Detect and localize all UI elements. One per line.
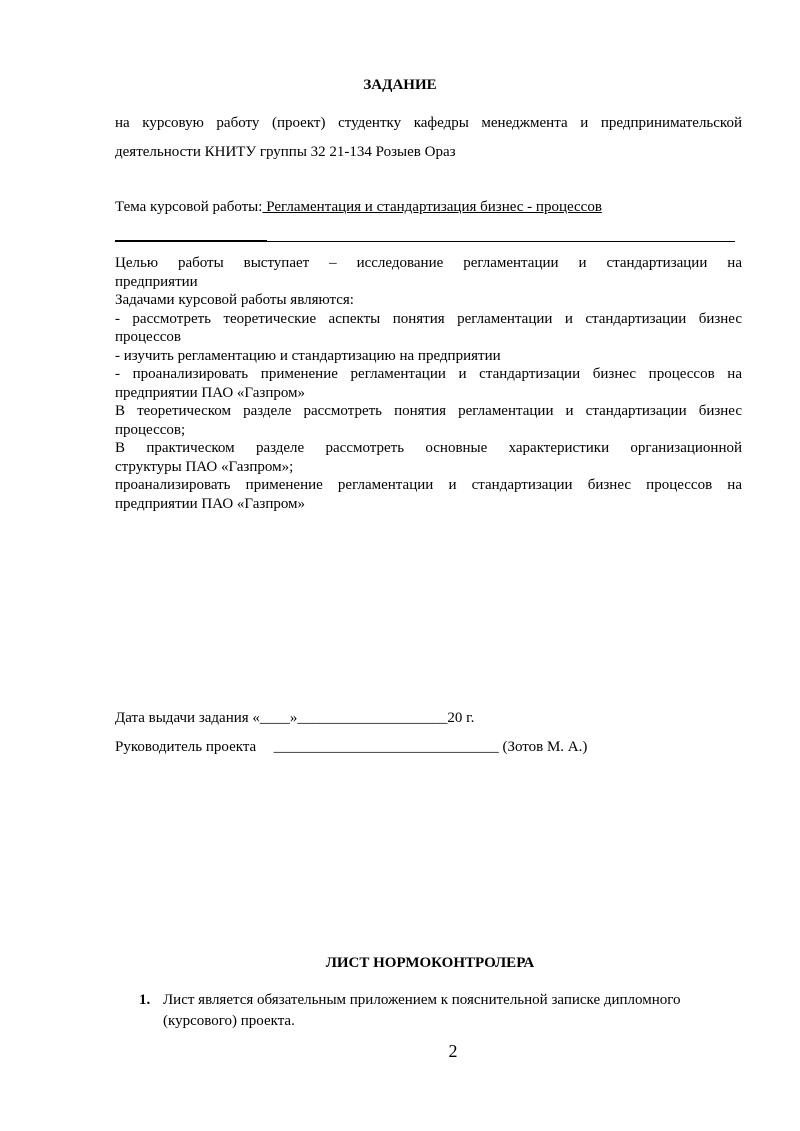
task-body-line: структуры ПАО «Газпром»; xyxy=(115,458,294,475)
intro-line-1: на курсовую работу (проект) студентку кафедры менеджмента и предпринимательской xyxy=(115,115,742,131)
task-body-line: В практическом разделе рассмотреть основные характеристики организационной xyxy=(115,440,742,456)
issue-date-line: Дата выдачи задания «____»____________________20 г. xyxy=(115,710,475,726)
topic-line xyxy=(115,199,602,216)
normocontrol-item-number: 1. xyxy=(139,992,151,1008)
task-body-line: процессов; xyxy=(115,421,186,438)
task-body-line: - проанализировать применение регламентации и стандартизации бизнес процессов на xyxy=(115,366,742,382)
task-body-line: В теоретическом разделе рассмотреть понятия регламентации и стандартизации бизнес xyxy=(115,403,742,419)
normocontrol-title: ЛИСТ НОРМОКОНТРОЛЕРА xyxy=(325,955,535,971)
task-body-line: Целью работы выступает – исследование регламентации и стандартизации на xyxy=(115,255,742,271)
task-body-line: процессов xyxy=(115,329,181,345)
task-body-line: предприятии ПАО «Газпром» xyxy=(115,495,306,512)
topic-underline xyxy=(267,241,735,242)
task-body-line: предприятии ПАО «Газпром» xyxy=(115,384,306,401)
zadanie-title: ЗАДАНИЕ xyxy=(363,77,437,93)
page-number: 2 xyxy=(448,1041,458,1061)
task-body-line: Задачами курсовой работы являются: xyxy=(115,292,354,308)
normocontrol-item-line-1: Лист является обязательным приложением к пояснительной записке дипломного xyxy=(163,992,681,1008)
task-body-line: предприятии xyxy=(115,273,198,290)
task-body-line: - рассмотреть теоретические аспекты понятия регламентации и стандартизации бизнес xyxy=(115,310,742,327)
supervisor-name: (Зотов М. А.) xyxy=(498,739,588,755)
normocontrol-item-line-2: (курсового) проекта. xyxy=(163,1013,295,1029)
intro-line-2: деятельности КНИТУ группы 32 21-134 Розыев Ораз xyxy=(115,144,456,160)
supervisor-signature-blank: ______________________________ xyxy=(273,739,499,755)
task-body-line: - изучить регламентацию и стандартизацию на предприятии xyxy=(115,347,501,364)
topic-label: Тема курсовой работы: xyxy=(115,199,263,215)
task-body-line: проанализировать применение регламентации и стандартизации бизнес процессов на xyxy=(115,477,742,493)
supervisor-line xyxy=(115,739,587,756)
topic-value: Регламентация и стандартизация бизнес - процессов xyxy=(262,199,602,215)
topic-underline-thick xyxy=(115,240,267,242)
supervisor-label: Руководитель проекта xyxy=(115,739,257,755)
